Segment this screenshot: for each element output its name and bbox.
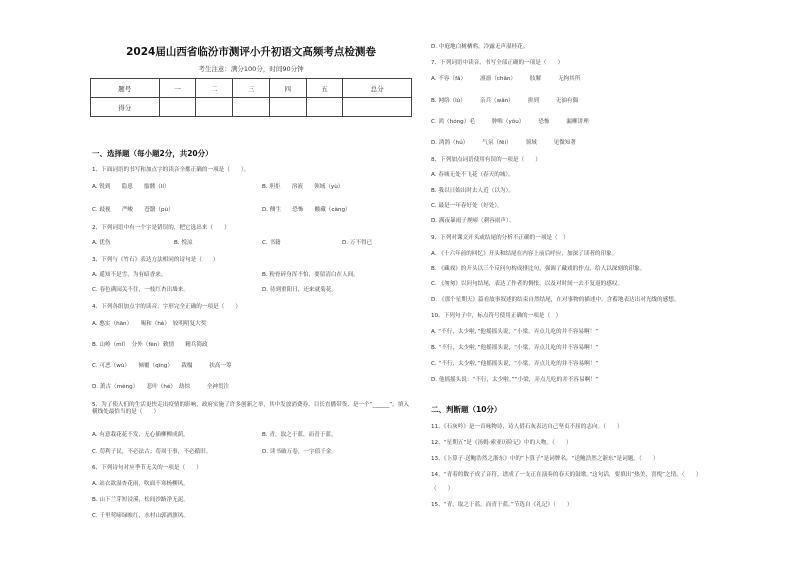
question-line: 1、下面词语的书写和加点字的读音全都正确的一项是（ ）。 xyxy=(92,167,250,173)
option-line: B. 山岭（mǐ） 分外（fèn）敕情 精兵简政 xyxy=(92,342,208,348)
option-line: B. 《藏戏》的开头以三个反问句构成排比句，强调了藏戏的作点，给人以深刻的印象。 xyxy=(431,266,646,272)
option-line: A. 遥知不是雪，为有暗香来。 xyxy=(92,272,167,278)
question-line: 5、为了使人们的生活更快走出疫情的影响，政府实施了许多创新之举，其中发放消费券、目长直播带货，是一个“______”。填入横线处最恰当的是（ ） xyxy=(92,402,410,415)
option-line: C. 苟利子民，不必法古；苟周于事，不必循旧。 xyxy=(92,449,212,455)
judge-item: 13、《卜算子·送鲍浩然之浙东》中的“卜算子”是词牌名，“送鲍浩然之浙东”是词题。（ ） xyxy=(431,456,659,462)
option-line: C. “不行，太少啦，”他摇摇头说，“小梁，弄点儿吃的并不容易啊！” xyxy=(431,361,599,367)
score-cell: 得分 xyxy=(91,98,160,117)
question-line: 10、下列句子中，标点符号使用正确的一项是（ ） xyxy=(431,313,562,319)
option-line: D. 读书破万卷，一字值千金。 xyxy=(262,449,337,455)
option-line: A. 有意栽花花不发，无心插柳柳成荫。 xyxy=(92,432,189,438)
option-line: D. 鸿鹄（hú） 气氛（fēi） 领域 见微知著 xyxy=(431,140,576,146)
option-line: D. 中庭地白树栖鸦，冷露无声湿桂花。 xyxy=(431,44,529,50)
option-line: B. 悦凉 xyxy=(174,240,193,246)
section-heading-judge: 二、判断题（10分） xyxy=(431,405,502,414)
option-line: C. 千里莺啼绿映红，水村山郭酒旗风。 xyxy=(92,513,189,519)
option-line: C. 春色满园关不住，一枝红杏出墙来。 xyxy=(92,287,189,293)
option-line: A. “不行，太少啦，”他摇摇头说，“小梁，弄点儿吃的并不容易啊！” xyxy=(431,329,599,335)
question-line: 2、下列词语中有一个字是错误的，把它选出来（ ） xyxy=(92,225,230,231)
score-table xyxy=(90,78,412,117)
score-table-header-row xyxy=(91,79,412,98)
score-cell xyxy=(196,98,233,117)
section-heading-choice: 一、选择题（每小题2分，共20分） xyxy=(92,149,213,158)
score-cell xyxy=(159,98,196,117)
option-line: B. 粉骨碎身浑不怕，要留清白在人间。 xyxy=(262,272,359,278)
question-line: 8、下列加点词语使用有误的一项是（ ） xyxy=(431,157,541,163)
question-line: 4、下列各组加点字的读音、字形完全正确的一项是（ ） xyxy=(92,304,241,310)
option-line: A. 优伤 xyxy=(92,240,111,246)
option-line: A. 憨实（hān） 喝和（hè） 较明明复大奖 xyxy=(92,321,207,327)
option-line: D. 侧生 恐怖 酸藏（càng） xyxy=(262,207,351,213)
option-line: A. 锐到 隐患 骷髅（lí） xyxy=(92,184,170,190)
option-line: B. 山下兰芽短浸溪，松间沙路净无泥。 xyxy=(92,497,189,503)
option-line: D. 他摇摇头说：“不行，太少啦。”“小梁，弄点儿吃的并不容易啊！” xyxy=(431,377,599,383)
option-line: A. 不容（fǎ） 凛凛（chǎn） 肢解 无拘其所 xyxy=(431,76,581,82)
score-cell: 五 xyxy=(306,79,343,98)
option-line: C. 歧视 严峻 苍翳（pù） xyxy=(92,207,174,213)
exam-notice: 考生注意：满分100分，时间90分钟 xyxy=(198,65,304,73)
judge-item: （ ） xyxy=(431,486,454,492)
option-line: A. 春城无处不飞花（春天的城）。 xyxy=(431,172,514,178)
judge-item: 15、“青，取之于蓝，而青于蓝。”节选自《礼记》（ ） xyxy=(431,502,573,508)
score-cell: 二 xyxy=(196,79,233,98)
option-line: C. 最是一年春好处（好处）。 xyxy=(431,203,503,209)
score-cell: 题号 xyxy=(91,79,160,98)
score-cell: 三 xyxy=(233,79,270,98)
score-cell xyxy=(343,98,412,117)
option-line: D. 待到重阳日，还来就菊花。 xyxy=(262,287,337,293)
score-cell: 四 xyxy=(269,79,306,98)
score-cell xyxy=(233,98,270,117)
option-line: C. 可恶（wù） 倾覆（qīng） 栽榻 扶高一筹 xyxy=(92,363,232,369)
option-line: D. 萧古（mèng） 悲叶（hé） 劫掠 全神贯注 xyxy=(92,384,230,390)
score-cell xyxy=(269,98,306,117)
option-line: D. 《那个星期天》篇看故事叙述的结束自然结尾，在对事物的描述中，含蓄地表达出对光线的感想。 xyxy=(431,297,680,303)
option-line: C. 《匆匆》以问句结尾，表达了作者的惆怅，以及对时间一去不复返的感叹。 xyxy=(431,281,624,287)
option-line: B. 网络（lù） 亲兵（wǎn） 拼到 无油有偶 xyxy=(431,98,579,104)
judge-item: 11、《石灰吟》是一首咏物诗，诗人借石灰表达自己坚贞不屈的志向。（ ） xyxy=(431,424,623,430)
option-line: B. 青，取之于蓝，而青于蓝。 xyxy=(262,432,337,438)
option-line: D. 满夜暴雨子规啼（刺容雨声）。 xyxy=(431,218,515,224)
judge-item: 12、“星期五”是《汤姆·索亚历险记》中的人物。（ ） xyxy=(431,440,572,446)
option-line: A. 站衣欲湿杏花雨，吹面不寒杨柳风。 xyxy=(92,481,189,487)
option-line: B. 胆拒 溶液 领域（yù） xyxy=(262,184,344,190)
option-line: B. “不行，太少啦，”他摇摇头说，“小梁，弄点儿吃的并不容易啊！” xyxy=(431,345,599,351)
option-line: B. 我以日始出时去人近（以为）。 xyxy=(431,188,514,194)
option-line: D. 万不得已 xyxy=(342,240,373,246)
question-line: 6、下列诗句对应季节无关的一项是（ ） xyxy=(92,465,202,471)
question-line: 3、下列与《竹石》表达方法相同的诗句是（ ） xyxy=(92,257,219,263)
option-line: C. 书籍 xyxy=(262,240,281,246)
question-line: 9、下列对课文开头或结尾的分析不正确的一项是（ ） xyxy=(431,235,569,241)
question-line: 7、下列词语中读音、书写全部正确的一项是（ ） xyxy=(431,60,564,66)
score-cell: 一 xyxy=(159,79,196,98)
option-line: A. 《十六年前的回忆》开头和结尾在内容上前后呼应，加深了读者的印象。 xyxy=(431,251,618,257)
page-title: 2024届山西省临汾市测评小升初语文高频考点检测卷 xyxy=(126,46,376,58)
score-table-score-row xyxy=(91,98,412,117)
score-cell: 总分 xyxy=(343,79,412,98)
score-cell xyxy=(306,98,343,117)
option-line: C. 鸿（hóng）毛 肿唯（yǒu） 恐怖 漏柳讲理 xyxy=(431,119,589,125)
judge-item: 14、“青着的数子成了音符，谱成了一支正在演奏的春天的鼓歌。”这句话，要填出“热美、喜悦”之情。（ ） xyxy=(431,472,702,478)
